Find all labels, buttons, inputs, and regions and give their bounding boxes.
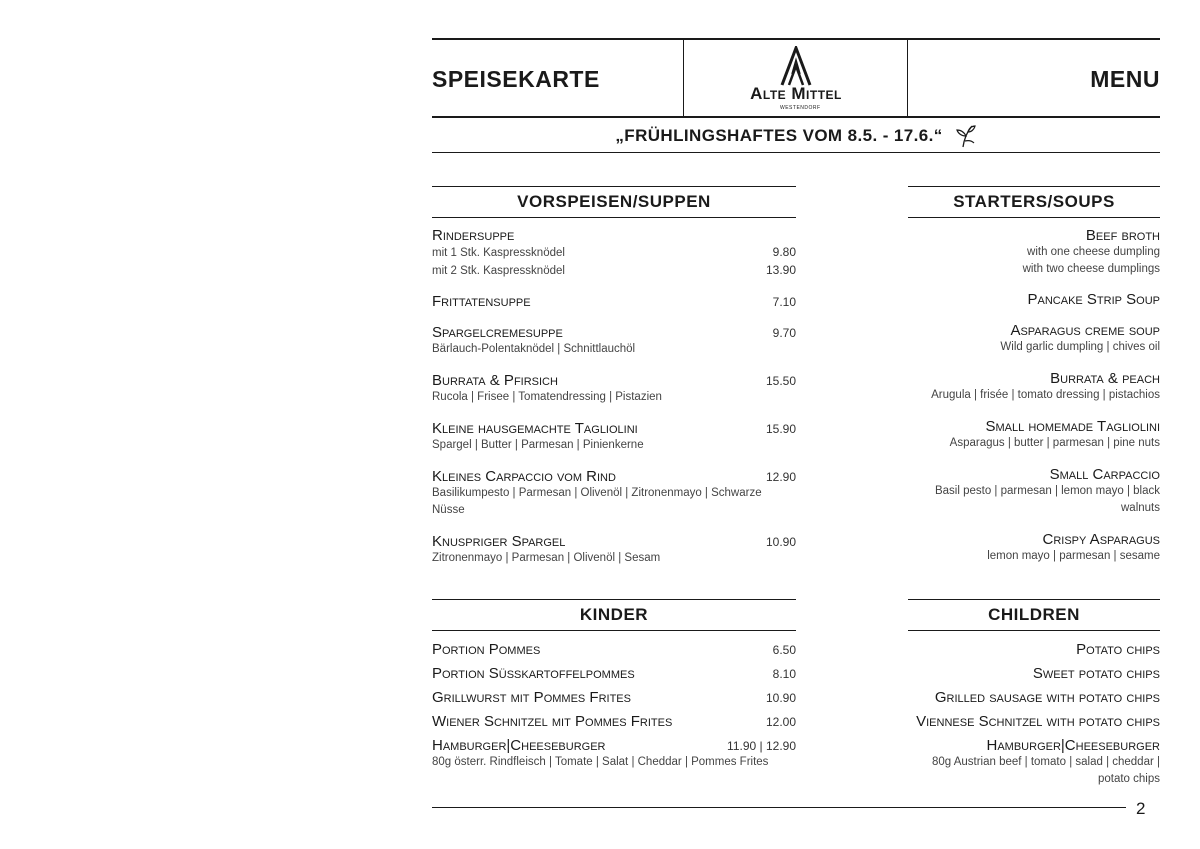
item-price: 10.90 <box>765 535 796 549</box>
starters-section-de <box>432 186 796 567</box>
logo <box>684 40 908 118</box>
menu-item <box>432 737 796 771</box>
item-name: Hamburger|Cheeseburger <box>986 737 1160 754</box>
menu-item <box>908 291 1160 308</box>
item-name: Hamburger|Cheeseburger <box>432 737 606 754</box>
starters-section-en <box>908 186 1160 565</box>
kids-section-en <box>908 599 1160 788</box>
item-description: 80g Austrian beef | tomato | salad | cheddar | potato chips <box>931 756 1160 785</box>
section-title: VORSPEISEN/SUPPEN <box>432 186 796 218</box>
item-description: Basil pesto | parmesan | lemon mayo | black walnuts <box>934 485 1160 514</box>
menu-item <box>432 324 796 358</box>
menu-item <box>908 689 1160 706</box>
item-price: 6.50 <box>772 643 796 657</box>
item-description: 80g österr. Rindfleisch | Tomate | Salat | Cheddar | Pommes Frites <box>432 756 769 768</box>
logo-subtitle: WESTENDORF <box>780 105 821 111</box>
footer-divider <box>432 807 1126 808</box>
header-title-en: MENU <box>1090 65 1160 92</box>
kids-section-de <box>432 599 796 771</box>
item-price: 12.00 <box>765 715 796 729</box>
item-price: 8.10 <box>772 667 796 681</box>
item-description: Arugula | frisée | tomato dressing | pistachios <box>931 389 1160 401</box>
menu-item <box>432 713 796 730</box>
item-description: Asparagus | butter | parmesan | pine nuts <box>949 437 1160 449</box>
item-name: Rindersuppe <box>432 227 515 244</box>
item-option: mit 2 Stk. Kaspressknödel <box>432 265 565 277</box>
item-name: Potato chips <box>1076 641 1160 658</box>
item-name: Small homemade Tagliolini <box>985 418 1160 435</box>
logo-name: Alte Mittel <box>750 84 842 103</box>
item-price: 9.70 <box>772 326 796 340</box>
item-name: Kleines Carpaccio vom Rind <box>432 468 616 485</box>
item-name: Grillwurst mit Pommes Frites <box>432 689 631 706</box>
menu-item <box>908 713 1160 730</box>
menu-item <box>432 665 796 682</box>
item-name: Viennese Schnitzel with potato chips <box>916 713 1160 730</box>
menu-item <box>432 533 796 567</box>
menu-item <box>908 531 1160 565</box>
item-name: Small Carpaccio <box>1049 466 1160 483</box>
season-banner <box>432 120 1160 153</box>
menu-item <box>908 641 1160 658</box>
menu-item <box>432 227 796 280</box>
item-name: Crispy Asparagus <box>1042 531 1160 548</box>
menu-header <box>432 38 1160 118</box>
item-description: Basilikumpesto | Parmesan | Olivenöl | Zitronenmayo | Schwarze Nüsse <box>432 487 762 516</box>
item-description: Rucola | Frisee | Tomatendressing | Pistazien <box>432 391 662 403</box>
item-description: lemon mayo | parmesan | sesame <box>987 550 1160 562</box>
item-description: Spargel | Butter | Parmesan | Pinienkerne <box>432 439 644 451</box>
herb-sprig-icon <box>955 124 977 148</box>
item-name: Portion Pommes <box>432 641 541 658</box>
item-name: Kleine hausgemachte Tagliolini <box>432 420 638 437</box>
menu-item <box>432 293 796 310</box>
menu-item <box>908 737 1160 788</box>
item-description: Bärlauch-Polentaknödel | Schnittlauchöl <box>432 343 636 355</box>
menu-item <box>908 418 1160 452</box>
item-price: 10.90 <box>765 691 796 705</box>
menu-item <box>432 641 796 658</box>
item-option: mit 1 Stk. Kaspressknödel <box>432 247 565 259</box>
menu-item <box>908 466 1160 517</box>
item-name: Spargelcremesuppe <box>432 324 563 341</box>
item-description: Wild garlic dumpling | chives oil <box>1000 341 1160 353</box>
item-name: Beef broth <box>1085 227 1160 244</box>
item-name: Burrata & Pfirsich <box>432 372 558 389</box>
page-number: 2 <box>1136 799 1146 818</box>
item-price: 15.90 <box>765 422 796 436</box>
section-title: KINDER <box>432 599 796 631</box>
section-title: STARTERS/SOUPS <box>908 186 1160 218</box>
menu-item <box>908 227 1160 278</box>
item-name: Burrata & peach <box>1050 370 1160 387</box>
item-price: 11.90 | 12.90 <box>727 739 796 753</box>
mountain-logo-icon <box>780 46 812 86</box>
item-price: 9.80 <box>772 245 796 259</box>
item-price: 15.50 <box>765 374 796 388</box>
menu-item <box>908 370 1160 404</box>
season-title: „FRÜHLINGSHAFTES VOM 8.5. - 17.6.“ <box>615 126 943 145</box>
menu-item <box>432 372 796 406</box>
item-name: Asparagus creme soup <box>1010 322 1160 339</box>
item-name: Sweet potato chips <box>1032 665 1160 682</box>
menu-item <box>432 468 796 519</box>
header-title-de: SPEISEKARTE <box>432 40 684 118</box>
item-name: Wiener Schnitzel mit Pommes Frites <box>432 713 673 730</box>
item-price: 12.90 <box>765 470 796 484</box>
item-option: with two cheese dumplings <box>1022 263 1160 275</box>
item-description: Zitronenmayo | Parmesan | Olivenöl | Sesam <box>432 552 661 564</box>
section-title: CHILDREN <box>908 599 1160 631</box>
item-name: Pancake Strip Soup <box>1027 291 1160 308</box>
item-price: 7.10 <box>772 295 796 309</box>
menu-item <box>432 689 796 706</box>
menu-item <box>908 665 1160 682</box>
item-name: Portion Süsskartoffelpommes <box>432 665 635 682</box>
item-name: Knuspriger Spargel <box>432 533 566 550</box>
item-price: 13.90 <box>765 263 796 277</box>
menu-item <box>908 322 1160 356</box>
item-option: with one cheese dumpling <box>1027 246 1160 258</box>
menu-item <box>432 420 796 454</box>
item-name: Frittatensuppe <box>432 293 531 310</box>
item-name: Grilled sausage with potato chips <box>934 689 1160 706</box>
